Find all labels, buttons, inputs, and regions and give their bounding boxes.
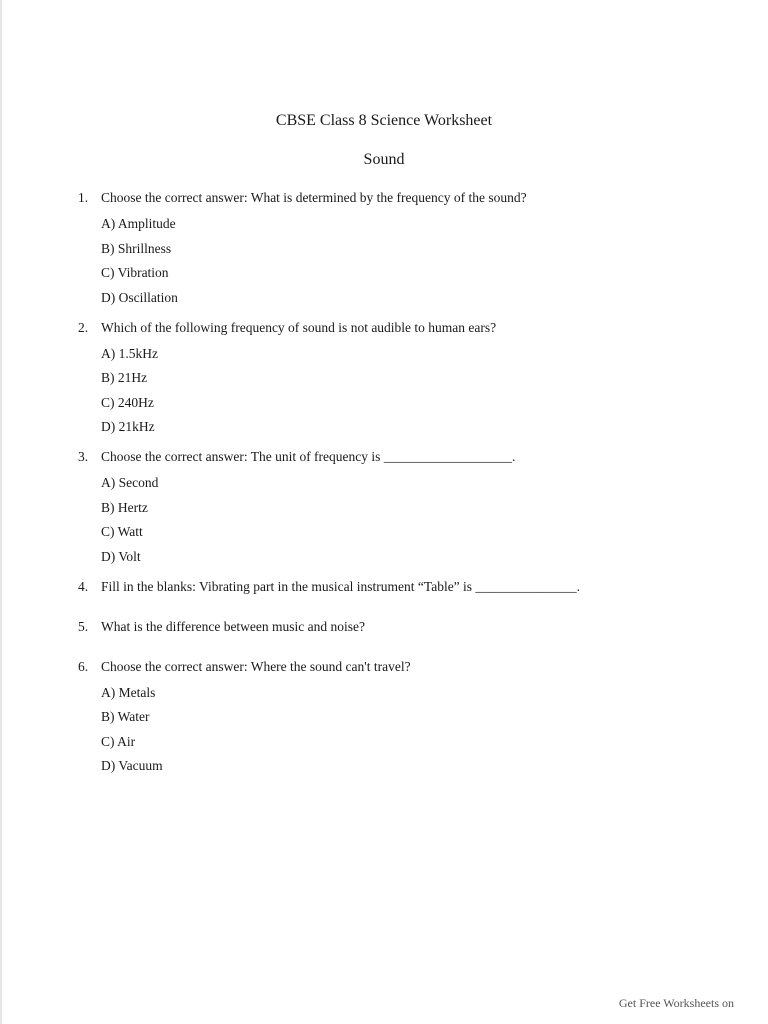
option-a: A) Metals — [101, 684, 156, 700]
option-list — [78, 685, 718, 775]
question-text: Choose the correct answer: What is determined by the frequency of the sound? — [101, 190, 527, 205]
option-b: B) Shrillness — [101, 240, 172, 256]
question-4 — [78, 579, 718, 595]
question-number: 4. — [78, 578, 89, 594]
question-number: 5. — [78, 618, 89, 634]
option-b: B) 21Hz — [101, 370, 148, 385]
option-c: C) Vibration — [101, 265, 169, 280]
option-list — [78, 346, 718, 436]
question-text: Which of the following frequency of sound is not audible to human ears? — [101, 319, 497, 335]
question-3 — [78, 449, 718, 565]
question-line — [78, 190, 718, 206]
option-d: D) Vacuum — [101, 758, 163, 773]
option-b: B) Hertz — [101, 499, 148, 515]
question-line — [78, 579, 718, 595]
option-a: A) Second — [101, 475, 159, 490]
option-list — [78, 216, 718, 306]
question-line — [78, 320, 718, 336]
option-d: D) Volt — [101, 548, 141, 564]
option-b: B) Water — [101, 709, 150, 724]
option-c: C) Air — [101, 733, 136, 749]
option-d: D) 21kHz — [101, 419, 155, 434]
question-2 — [78, 320, 718, 436]
question-number: 1. — [78, 190, 89, 205]
question-number: 6. — [78, 658, 89, 674]
question-line — [78, 659, 718, 675]
question-6 — [78, 659, 718, 775]
question-5 — [78, 619, 718, 635]
question-text: What is the difference between music and noise? — [101, 618, 366, 634]
page-subtitle: Sound — [363, 151, 405, 168]
question-list — [78, 190, 718, 788]
question-line — [78, 449, 718, 465]
question-text: Choose the correct answer: The unit of frequency is ___________________. — [101, 449, 516, 464]
footer-note: Get Free Worksheets on — [618, 996, 734, 1010]
question-number: 3. — [78, 449, 89, 464]
option-list — [78, 475, 718, 565]
option-c: C) Watt — [101, 524, 143, 539]
question-text: Choose the correct answer: Where the sound can't travel? — [101, 658, 411, 674]
question-text: Fill in the blanks: Vibrating part in the musical instrument “Table” is _______________. — [101, 578, 581, 594]
option-d: D) Oscillation — [101, 289, 178, 305]
question-1 — [78, 190, 718, 306]
question-number: 2. — [78, 319, 89, 335]
page-title: CBSE Class 8 Science Worksheet — [275, 112, 493, 129]
question-line — [78, 619, 718, 635]
option-a: A) 1.5kHz — [101, 345, 158, 361]
option-c: C) 240Hz — [101, 394, 154, 410]
option-a: A) Amplitude — [101, 216, 176, 231]
